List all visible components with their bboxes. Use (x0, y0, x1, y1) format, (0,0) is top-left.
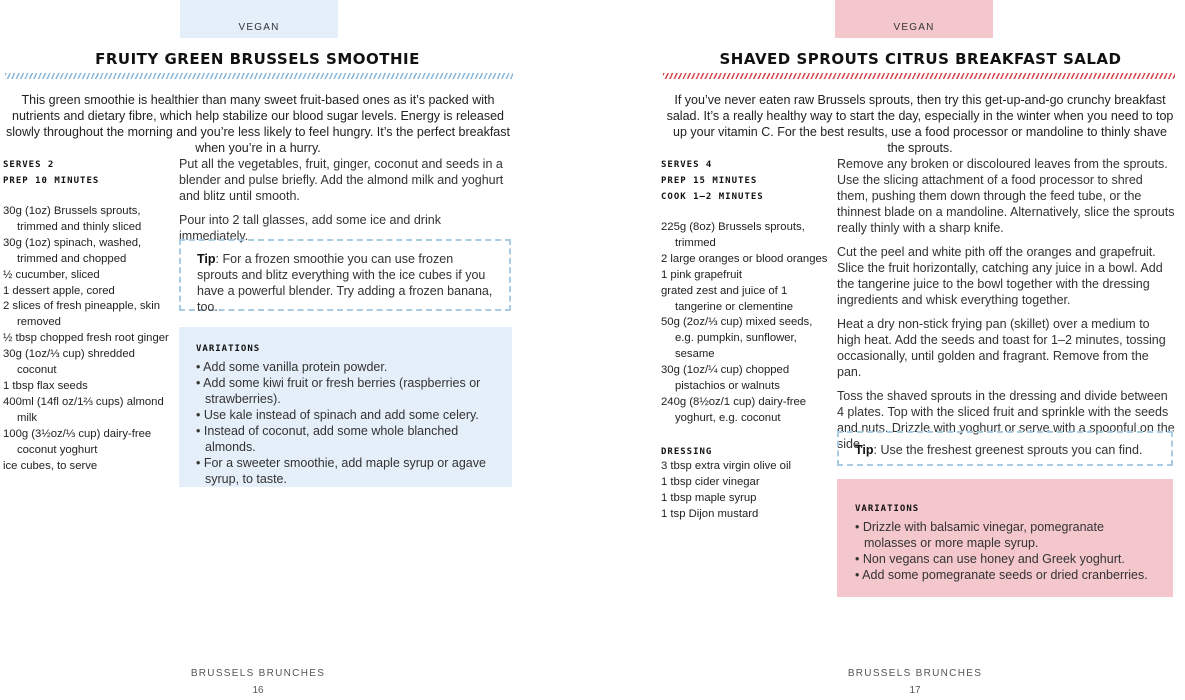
vegan-tag: VEGAN (180, 0, 338, 38)
tip-label: Tip (197, 252, 216, 266)
tip-text: : Use the freshest greenest sprouts you can find. (873, 443, 1143, 457)
serves-label: SERVES 4 (661, 160, 713, 170)
running-footer: BRUSSELS BRUNCHES (190, 668, 326, 679)
tip-box (837, 431, 1173, 466)
ingredient-item: 1 dessert apple, cored (3, 284, 115, 297)
variations-box (179, 327, 512, 487)
ingredient-item: grated zest and juice of 1 tangerine or clementine (661, 284, 794, 313)
dressing-list (661, 459, 831, 523)
dressing-title: DRESSING (661, 447, 713, 457)
recipe-title: FRUITY GREEN BRUSSELS SMOOTHIE (95, 50, 420, 68)
running-footer: BRUSSELS BRUNCHES (847, 668, 983, 679)
ingredient-item: 400ml (14fl oz/1⅔ cups) almond milk (3, 395, 164, 424)
tip-box (179, 239, 511, 314)
tip-label: Tip (855, 443, 874, 457)
ingredient-item: 1 pink grapefruit (661, 268, 743, 281)
hatch-divider (663, 73, 1175, 79)
variation-item: • Add some kiwi fruit or fresh berries (raspberries or strawberries). (196, 376, 481, 406)
ingredient-item: 2 large oranges or blood oranges (661, 252, 828, 265)
method-step: Heat a dry non-stick frying pan (skillet) over a medium to high heat. Add the seeds and toast for 1–2 minutes, tossing occasionally, until golden and fragrant. Remove from the pan. (837, 317, 1166, 379)
dressing-item: 1 tbsp maple syrup (661, 491, 757, 504)
prep-label: PREP 15 MINUTES (661, 176, 758, 186)
method-step: Cut the peel and white pith off the oranges and grapefruit. Slice the fruit horizontally, catching any juice in a bowl. Add the tangerine juice to the bowl together with the dressing ingredients and whisk everything together. (837, 245, 1163, 307)
dressing-item: 1 tsp Dijon mustard (661, 507, 759, 520)
prep-label: PREP 10 MINUTES (3, 176, 100, 186)
ingredient-item: ½ tbsp chopped fresh root ginger (3, 332, 169, 345)
vegan-tag: VEGAN (835, 0, 993, 38)
dressing-item: 3 tbsp extra virgin olive oil (661, 460, 791, 472)
recipe-intro: This green smoothie is healthier than many sweet fruit-based ones as it’s packed with nutrients and dietary fibre, which help stabilize our blood sugar levels. Energy is released slowly throughout the morning and you’re less likely to feel hungry. It’s the perfect breakfast when you’re in a hurry. (6, 93, 510, 155)
method-step: Pour into 2 tall glasses, add some ice and drink immediately. (179, 213, 441, 243)
recipe-title: SHAVED SPROUTS CITRUS BREAKFAST SALAD (719, 50, 1122, 68)
method-step: Toss the shaved sprouts in the dressing and divide between 4 plates. Top with the sliced fruit and sprinkle with the seeds and nuts. Drizzle with yoghurt or serve with a spoonful on the side. (837, 389, 1175, 451)
variation-item: • Add some vanilla protein powder. (196, 360, 388, 374)
ingredient-item: ice cubes, to serve (3, 459, 98, 472)
variation-item: • For a sweeter smoothie, add maple syrup or agave syrup, to taste. (196, 456, 486, 486)
ingredient-item: 30g (1oz) Brussels sprouts, trimmed and thinly sliced (3, 205, 142, 233)
ingredient-list (661, 220, 831, 427)
variation-item: • Non vegans can use honey and Greek yoghurt. (855, 552, 1125, 566)
ingredient-item: 1 tbsp flax seeds (3, 379, 88, 392)
page-number: 16 (252, 685, 264, 696)
variation-item: • Instead of coconut, add some whole blanched almonds. (196, 424, 459, 454)
left-page (0, 0, 520, 700)
dressing-item: 1 tbsp cider vinegar (661, 475, 760, 488)
recipe-intro: If you’ve never eaten raw Brussels sprouts, then try this get-up-and-go crunchy breakfast salad. It’s a really healthy way to start the day, especially in the winter when you need to top up your vitamin C. For the best results, use a food processor or mandoline to thinly shave the sprouts. (666, 93, 1174, 155)
variations-box (837, 479, 1173, 597)
ingredient-item: 30g (1oz/¼ cup) chopped pistachios or walnuts (661, 364, 790, 393)
recipe-meta (3, 157, 163, 189)
method-steps (179, 156, 509, 252)
variation-item: • Drizzle with balsamic vinegar, pomegranate molasses or more maple syrup. (855, 520, 1104, 550)
recipe-meta (661, 157, 831, 205)
ingredient-item: 225g (8oz) Brussels sprouts, trimmed (661, 221, 805, 249)
right-page (655, 0, 1185, 700)
variation-item: • Use kale instead of spinach and add some celery. (196, 408, 479, 422)
ingredient-item: 50g (2oz/⅓ cup) mixed seeds, e.g. pumpkin, sunflower, sesame (661, 316, 813, 361)
variations-title: VARIATIONS (196, 344, 261, 354)
hatch-divider (5, 73, 513, 79)
serves-label: SERVES 2 (3, 160, 55, 170)
method-step: Put all the vegetables, fruit, ginger, coconut and seeds in a blender and pulse briefly. Add the almond milk and yoghurt and blitz until smooth. (179, 157, 504, 203)
cook-label: COOK 1–2 MINUTES (661, 192, 764, 202)
ingredient-list (3, 204, 173, 474)
ingredient-item: 30g (1oz/⅓ cup) shredded coconut (3, 348, 135, 377)
ingredient-item: 30g (1oz) spinach, washed, trimmed and chopped (3, 236, 142, 265)
ingredient-item: ½ cucumber, sliced (3, 268, 100, 281)
ingredient-item: 2 slices of fresh pineapple, skin removed (3, 300, 160, 329)
page-number: 17 (909, 685, 921, 696)
variations-title: VARIATIONS (855, 504, 920, 514)
ingredient-item: 240g (8½oz/1 cup) dairy-free yoghurt, e.g. coconut (661, 395, 807, 424)
variation-item: • Add some pomegranate seeds or dried cranberries. (855, 568, 1148, 582)
ingredient-item: 100g (3½oz/⅓ cup) dairy-free coconut yoghurt (3, 427, 152, 456)
tip-text: : For a frozen smoothie you can use frozen sprouts and blitz everything with the ice cubes if you have a powerful blender. Try adding a frozen banana, too. (197, 252, 493, 314)
method-step: Remove any broken or discoloured leaves from the sprouts. Use the slicing attachment of a food processor to shred them, pushing them down through the feed tube, or the thinnest blade on a mandoline. Alternatively, slice the sprouts really thinly with a sharp knife. (837, 157, 1175, 235)
method-steps (837, 156, 1175, 460)
